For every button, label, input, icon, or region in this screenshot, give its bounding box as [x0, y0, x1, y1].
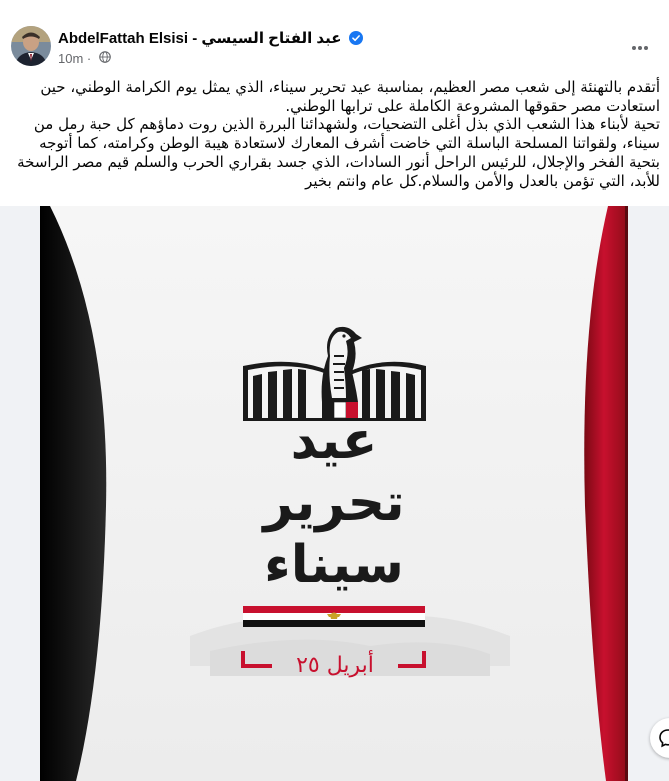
post-meta [58, 50, 111, 66]
poster-title-line2: تحرير [263, 473, 405, 533]
poster-title-line3: سيناء [264, 535, 404, 595]
poster-date-label: أبريل ٢٥ [296, 653, 374, 678]
post-text [12, 78, 660, 190]
author-name-line [58, 29, 363, 49]
author-name[interactable]: AbdelFattah Elsisi - عبد الفتاح السيسي [58, 30, 342, 47]
post-image-area [0, 206, 669, 781]
more-options-icon[interactable] [626, 34, 654, 62]
post-timestamp[interactable]: 10m [58, 51, 84, 67]
flag-red-band [243, 606, 425, 613]
post-paragraph-1: أتقدم بالتهنئة إلى شعب مصر العظيم، بمناسبة عيد تحرير سيناء، الذي يمثل يوم الكرامة الوطني، حين استعادت مصر حقوقها المشروعة الكاملة على ترابها الوطني. [40, 78, 660, 115]
flag-black-band [243, 620, 425, 627]
author-avatar[interactable] [11, 26, 51, 66]
poster-artwork [40, 206, 628, 781]
meta-separator: · [86, 51, 92, 67]
post-header [0, 14, 669, 74]
verified-badge-icon [349, 31, 363, 49]
post-image[interactable] [40, 206, 628, 781]
avatar-image [11, 26, 51, 66]
globe-icon[interactable] [99, 51, 111, 66]
poster-title-line1: عيد [290, 411, 378, 471]
post-paragraph-2: تحية لأبناء هذا الشعب الذي بذل أغلى التضحيات، ولشهدائنا البررة الذين روت دماؤهم كل حبة رمل من سيناء، ولقواتنا المسلحة الباسلة التي خاضت أشرف المعارك لاستعادة هيبة الوطن وكرامته، كما أتوجه بتحية الفخر والإجلال، للرئيس الراحل أنور السادات، الذي جسد بقراري الحرب والسلم قيم مصر الراسخة للأبد، التي تؤمن بالعدل والأمن والسلام.كل عام وانتم بخير [17, 115, 660, 190]
